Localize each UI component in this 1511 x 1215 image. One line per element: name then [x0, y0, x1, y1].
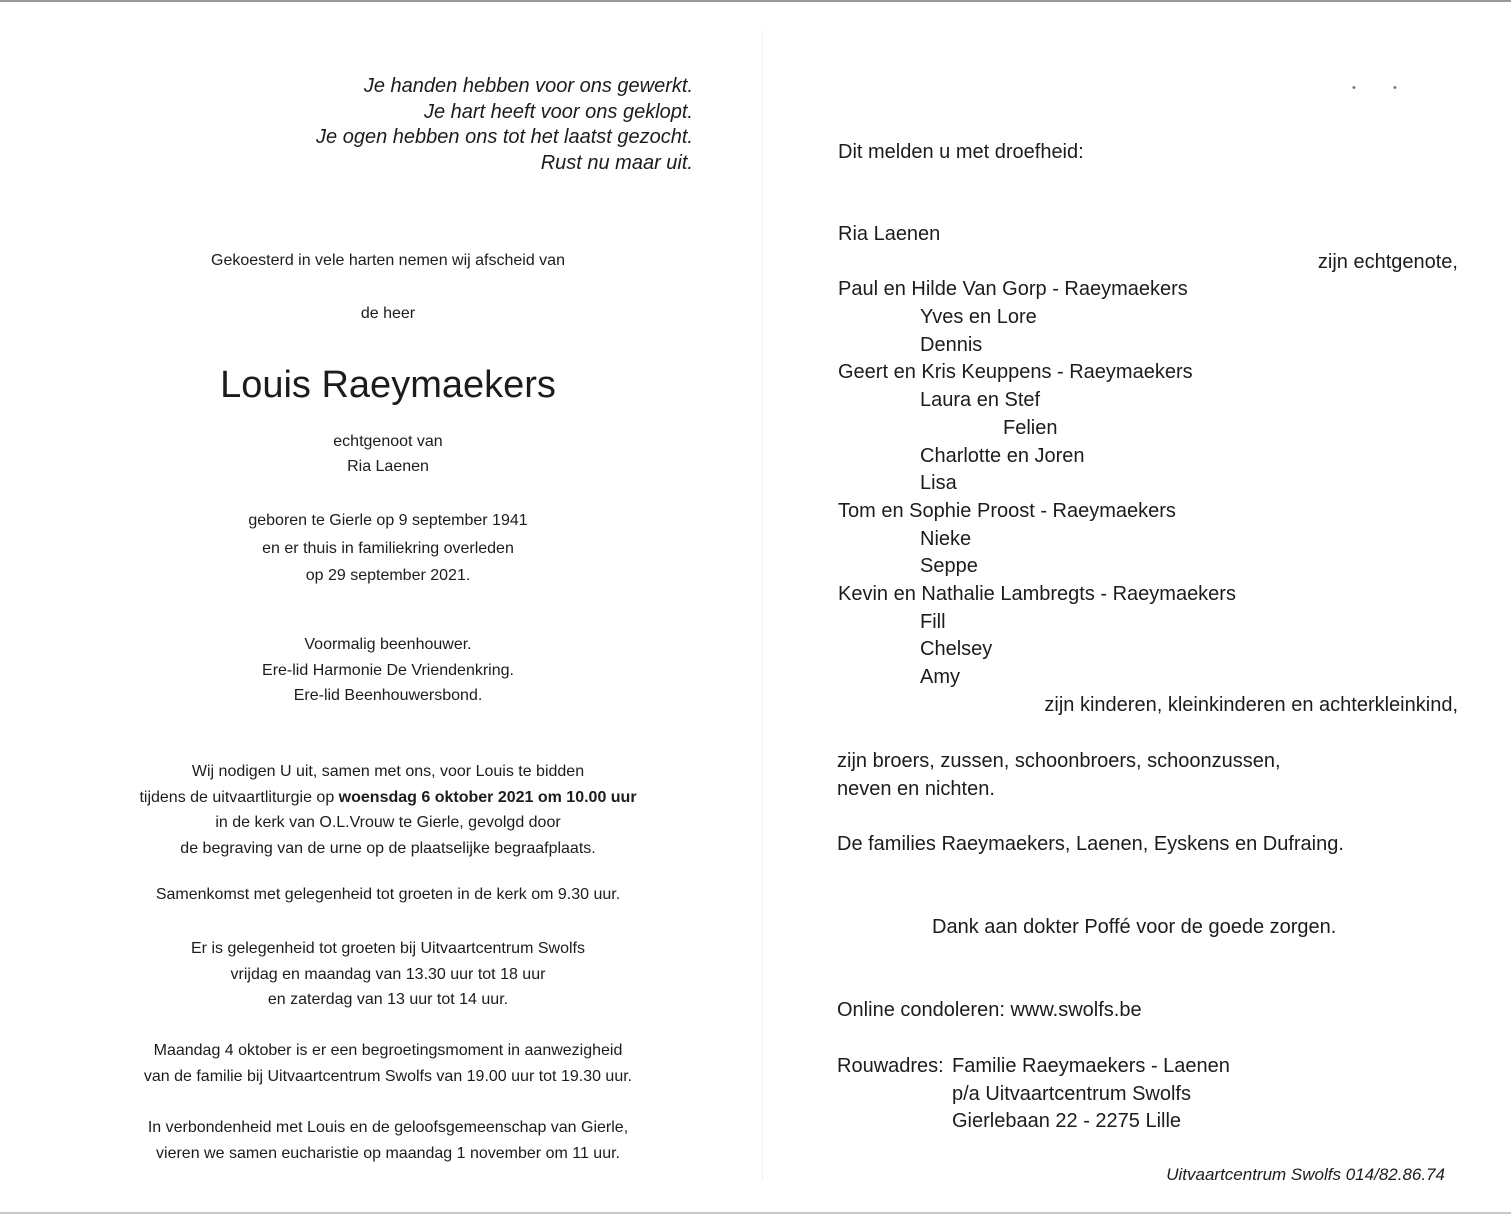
poem-line: Je hart heeft voor ons geklopt. — [423, 100, 693, 123]
intro-line: Gekoesterd in vele harten nemen wij afscheid van — [211, 252, 565, 269]
family-list — [838, 221, 1458, 719]
announcement: Dit melden u met droefheid: — [838, 141, 1084, 163]
address-line: Gierlebaan 22 - 2275 Lille — [952, 1110, 1182, 1132]
grandchild: Laura en Stef — [920, 389, 1041, 412]
address-label: Rouwadres: — [837, 1055, 944, 1077]
visitation-block — [40, 936, 736, 1013]
address-block — [952, 1053, 1230, 1136]
greeting-line: Maandag 4 oktober is er een begroetingsmoment in aanwezigheid — [153, 1042, 623, 1059]
address-line: Familie Raeymaekers - Laenen — [952, 1055, 1230, 1077]
thanks-line: Dank aan dokter Poffé voor de goede zorgen. — [932, 916, 1337, 938]
poem-line: Rust nu maar uit. — [540, 151, 693, 174]
page-fold — [762, 30, 763, 1180]
siblings-line: neven en nichten. — [837, 777, 995, 800]
bottom-border — [0, 1212, 1511, 1214]
eucharist-line: vieren we samen eucharistie op maandag 1 november om 11 uur. — [156, 1144, 620, 1162]
role-line: Ere-lid Harmonie De Vriendenkring. — [262, 661, 514, 679]
deceased-name: Louis Raeymaekers — [220, 364, 556, 406]
paper-speck: • — [1393, 82, 1397, 94]
spouse-name: Ria Laenen — [347, 458, 429, 475]
roles-block — [40, 632, 736, 709]
grandchild: Dennis — [920, 333, 983, 356]
address-line: p/a Uitvaartcentrum Swolfs — [952, 1082, 1191, 1105]
grandchild: Chelsey — [920, 638, 993, 661]
grandchild: Seppe — [920, 555, 978, 578]
child: Geert en Kris Keuppens - Raeymaekers — [838, 361, 1193, 384]
spouse-role: zijn echtgenote, — [1317, 250, 1458, 273]
siblings-line: zijn broers, zussen, schoonbroers, schoonzussen, — [837, 750, 1281, 772]
siblings-block — [837, 748, 1281, 803]
title-line: de heer — [360, 305, 416, 322]
funeral-line: de begraving van de urne op de plaatselijke begraafplaats. — [180, 839, 596, 857]
spouse-label: echtgenoot van — [333, 433, 443, 450]
greeting-line: van de familie bij Uitvaartcentrum Swolfs van 19.00 uur tot 19.30 uur. — [143, 1067, 633, 1085]
paper-speck: • — [1352, 82, 1356, 94]
funeral-line: tijdens de uitvaartliturgie op woensdag 6 oktober 2021 om 10.00 uur — [139, 788, 637, 806]
visitation-line: Er is gelegenheid tot groeten bij Uitvaartcentrum Swolfs — [191, 940, 585, 957]
child: Kevin en Nathalie Lambregts - Raeymaekers — [838, 582, 1236, 605]
role-line: Voormalig beenhouwer. — [304, 636, 472, 653]
funeral-line: in de kerk van O.L.Vrouw te Gierle, gevolgd door — [215, 814, 561, 831]
visitation-line: vrijdag en maandag van 13.30 uur tot 18 uur — [230, 965, 546, 983]
great-grandchild: Felien — [1003, 416, 1058, 439]
eucharist-block — [40, 1115, 736, 1166]
death-date: op 29 september 2021. — [305, 567, 471, 584]
grandchild: Charlotte en Joren — [920, 444, 1085, 467]
poem-line: Je ogen hebben ons tot het laatst gezocht. — [316, 126, 693, 148]
grandchild: Lisa — [920, 472, 957, 495]
dates-block — [40, 507, 736, 590]
funeral-line: Wij nodigen U uit, samen met ons, voor Louis te bidden — [191, 763, 585, 780]
top-border — [0, 0, 1511, 2]
gathering-line: Samenkomst met gelegenheid tot groeten in de kerk om 9.30 uur. — [155, 886, 621, 903]
poem — [253, 74, 693, 176]
grandchild: Yves en Lore — [920, 306, 1037, 329]
birth-line: geboren te Gierle op 9 september 1941 — [248, 512, 528, 529]
spouse: Ria Laenen — [838, 223, 941, 245]
grandchild: Fill — [920, 610, 946, 633]
grandchild: Amy — [920, 666, 960, 688]
online-condolences: Online condoleren: www.swolfs.be — [837, 999, 1142, 1021]
funeral-home-footer: Uitvaartcentrum Swolfs 014/82.86.74 — [1166, 1165, 1445, 1184]
child: Tom en Sophie Proost - Raeymaekers — [838, 499, 1176, 522]
visitation-line: en zaterdag van 13 uur tot 14 uur. — [267, 991, 509, 1008]
families-line: De families Raeymaekers, Laenen, Eyskens en Dufraing. — [837, 833, 1344, 855]
grandchild: Nieke — [920, 527, 972, 550]
funeral-date: woensdag 6 oktober 2021 om 10.00 uur — [338, 788, 637, 806]
spouse-block — [40, 429, 736, 479]
greeting-moment-block — [40, 1038, 736, 1089]
eucharist-line: In verbondenheid met Louis en de geloofsgemeenschap van Gierle, — [147, 1119, 629, 1136]
children-role: zijn kinderen, kleinkinderen en achterkleinkind, — [1044, 693, 1458, 716]
poem-line: Je handen hebben voor ons gewerkt. — [363, 75, 693, 97]
role-line: Ere-lid Beenhouwersbond. — [293, 687, 483, 704]
child: Paul en Hilde Van Gorp - Raeymaekers — [838, 278, 1188, 301]
funeral-block — [40, 759, 736, 861]
death-line: en er thuis in familiekring overleden — [262, 539, 514, 557]
